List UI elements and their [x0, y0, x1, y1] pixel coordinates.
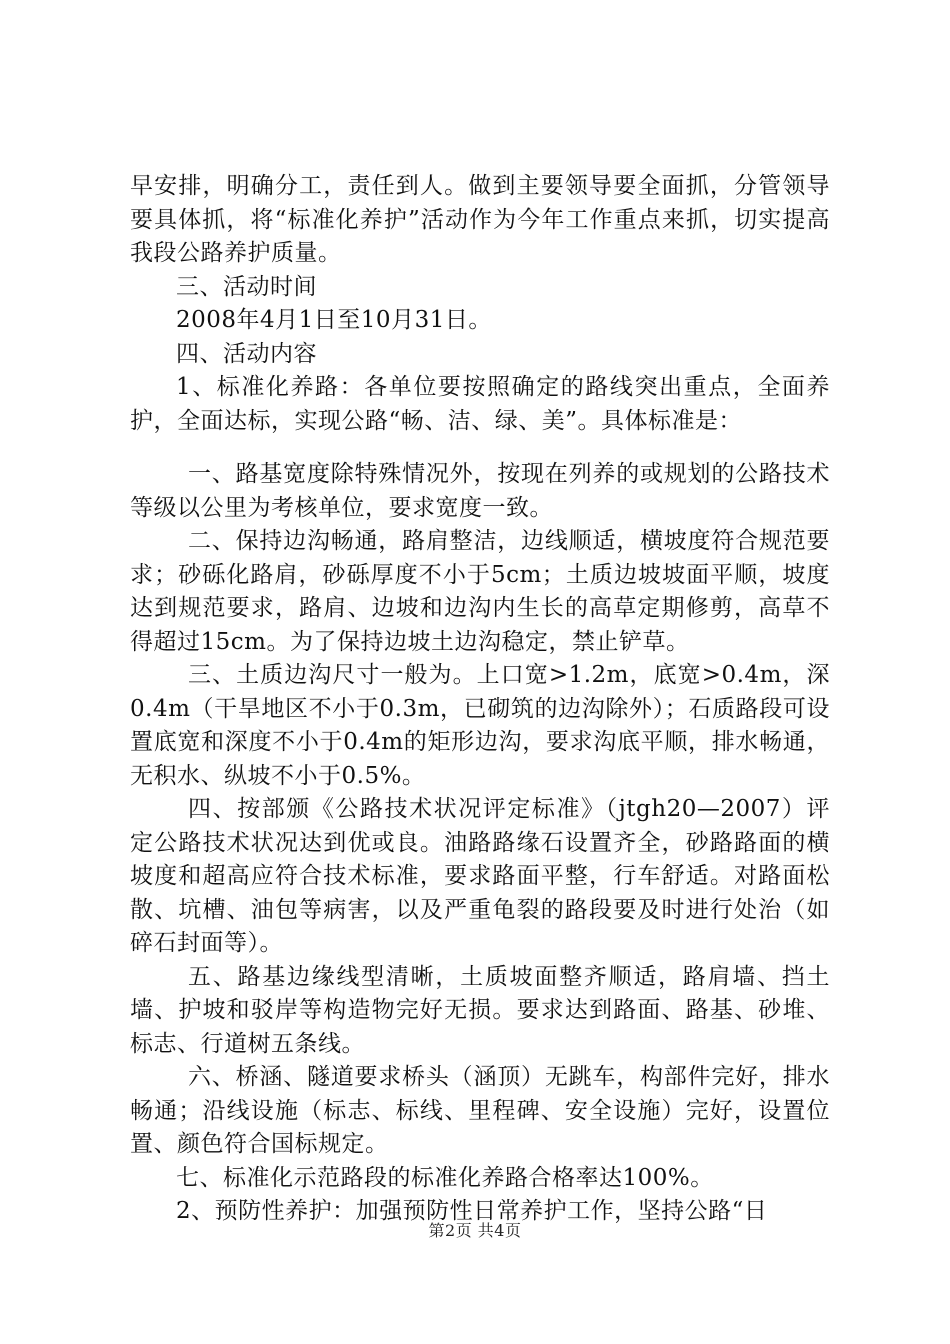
section-heading-activity-time: 三、活动时间: [176, 273, 317, 300]
standard-item-5: 五、路基边缘线型清晰，土质坡面整齐顺适，路肩墙、挡土墙、护坡和驳岸等构造物完好无损。要求达到路面、路基、砂堆、标志、行道树五条线。: [130, 963, 830, 1057]
paragraph-date-range: 2008年4月1日至10月31日。: [176, 307, 492, 333]
standard-item-7: 七、标准化示范路段的标准化养路合格率达100%。: [176, 1164, 714, 1191]
paragraph-continuation: 早安排，明确分工，责任到人。做到主要领导要全面抓，分管领导要具体抓，将“标准化养护”活动作为今年工作重点来抓，切实提高我段公路养护质量。: [130, 173, 830, 266]
standard-item-6: 六、桥涵、隧道要求桥头（涵顶）无跳车，构部件完好，排水畅通；沿线设施（标志、标线、里程碑、安全设施）完好，设置位置、颜色符合国标规定。: [130, 1064, 830, 1157]
paragraph-preventive-maintenance: 2、预防性养护：加强预防性日常养护工作，坚持公路“日: [176, 1198, 768, 1224]
paragraph-spacer: [130, 438, 830, 458]
standard-item-4: 四、按部颁《公路技术状况评定标准》（jtgh20—2007）评定公路技术状况达到优或良。油路路缘石设置齐全，砂路路面的横坡度和超高应符合技术标准，要求路面平整，行车舒适。对路面松散、坑槽、油包等病害，以及严重龟裂的路段要及时进行处治（如碎石封面等）。: [130, 796, 830, 956]
paragraph-standard-maintenance: 1、标准化养路：各单位要按照确定的路线突出重点，全面养护，全面达标，实现公路“畅、洁、绿、美”。具体标准是：: [130, 374, 830, 434]
standard-item-3: 三、土质边沟尺寸一般为。上口宽>1.2m，底宽>0.4m，深0.4m（干旱地区不小于0.3m，已砌筑的边沟除外）；石质路段可设置底宽和深度不小于0.4m的矩形边沟，要求沟底平顺，排水畅通，无积水、纵坡不小于0.5%。: [130, 662, 830, 789]
standard-item-1: 一、路基宽度除特殊情况外，按现在列养的或规划的公路技术等级以公里为考核单位，要求宽度一致。: [130, 461, 830, 521]
section-heading-activity-content: 四、活动内容: [176, 340, 317, 367]
document-body: [130, 170, 830, 1229]
page-footer: [0, 1218, 950, 1241]
standard-item-2: 二、保持边沟畅通，路肩整洁，边线顺适，横坡度符合规范要求；砂砾化路肩，砂砾厚度不小于5cm；土质边坡坡面平顺，坡度达到规范要求，路肩、边坡和边沟内生长的高草定期修剪，高草不得超过15cm。为了保持边坡土边沟稳定，禁止铲草。: [130, 528, 830, 655]
page-indicator: 第2页 共4页: [428, 1221, 522, 1240]
